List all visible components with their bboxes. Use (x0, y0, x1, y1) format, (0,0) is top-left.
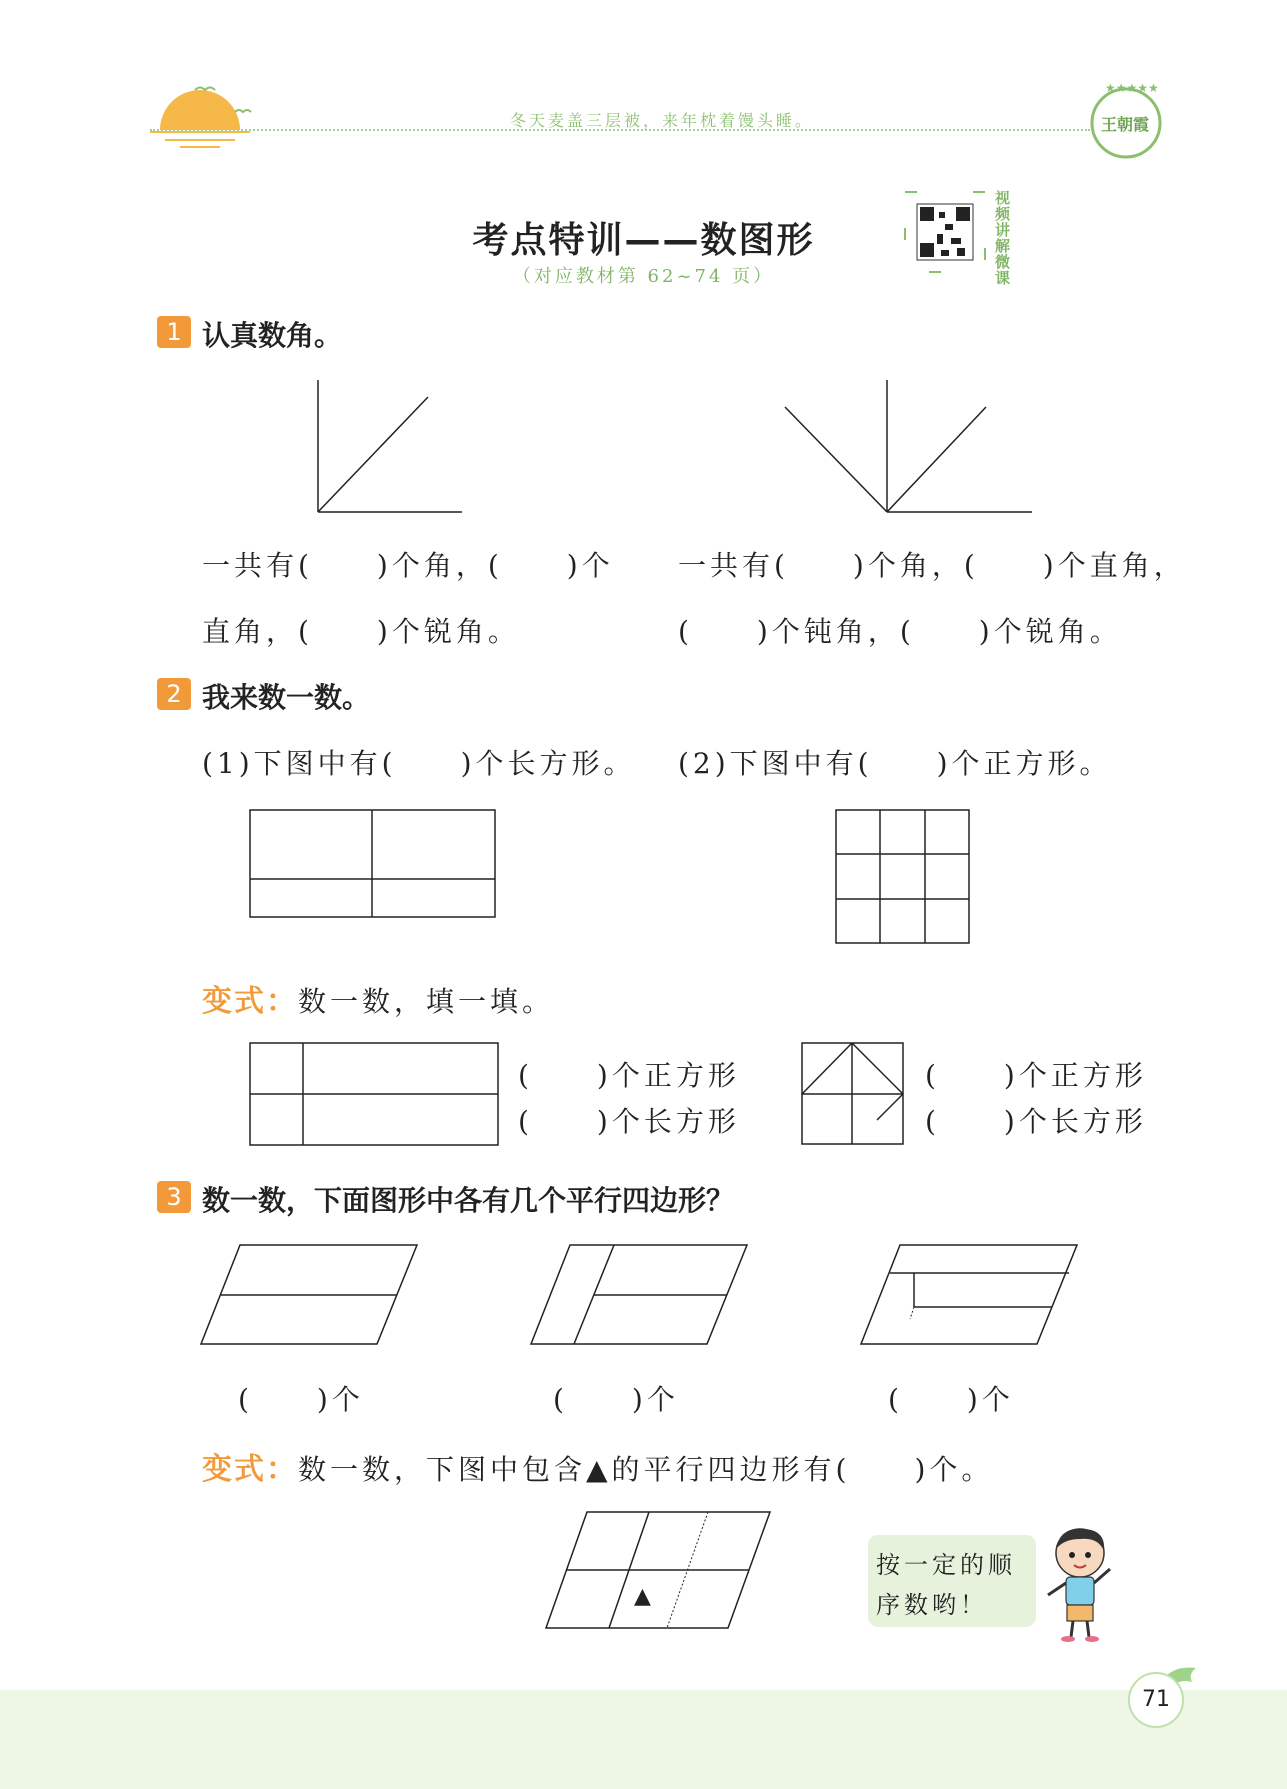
variant-figure-2 (802, 1043, 906, 1147)
page-subtitle: （对应教材第 62~74 页） (512, 266, 775, 287)
q1-left-line-1: 一共有( )个角，( )个 (202, 549, 614, 582)
qr-code-icon (905, 192, 985, 272)
question-2-number: 2 (157, 678, 191, 710)
q3-variant (202, 1444, 993, 1488)
tip-bubble-text (876, 1545, 1036, 1625)
sunset-icon (150, 80, 260, 150)
variant-text: 数一数，下图中包含▲的平行四边形有( )个。 (298, 1453, 994, 1486)
question-3-number: 3 (157, 1181, 191, 1213)
rectangle-grid-figure (250, 810, 496, 920)
q3-answer-3: ( )个 (888, 1383, 1014, 1416)
variant-1-rect-count: ( )个长方形 (518, 1105, 740, 1138)
variant-2-rect-count: ( )个长方形 (925, 1105, 1147, 1138)
question-2-text: 我来数一数。 (202, 681, 371, 714)
question-1-number: 1 (157, 316, 191, 348)
q1-right-line-1: 一共有( )个角，( )个直角， (678, 549, 1186, 582)
angle-figure-left (300, 375, 470, 515)
q2-sub-1: (1)下图中有( )个长方形。 (202, 747, 636, 780)
header-decoration (150, 80, 250, 150)
q1-left-line-2: 直角，( )个锐角。 (202, 615, 520, 648)
question-3-text: 数一数，下面图形中各有几个平行四边形？ (202, 1184, 735, 1217)
variant-1-square-count: ( )个正方形 (518, 1059, 740, 1092)
variant-text: 数一数，填一填。 (298, 985, 555, 1018)
tip-line-1: 按一定的顺 (876, 1551, 1016, 1579)
square-grid-figure (836, 810, 972, 946)
bottom-decoration (0, 1690, 1287, 1789)
variant-label: 变式： (202, 984, 298, 1019)
qr-code[interactable] (905, 192, 985, 272)
question-1-text: 认真数角。 (202, 319, 343, 352)
q1-right-line-2: ( )个钝角，( )个锐角。 (678, 615, 1122, 648)
boy-character-icon (1040, 1525, 1120, 1645)
q2-variant (202, 976, 554, 1020)
qr-label: 视频讲解微课 (995, 189, 1011, 287)
q2-sub-2: (2)下图中有( )个正方形。 (678, 747, 1112, 780)
parallelogram-figure-1 (200, 1243, 420, 1347)
brand-logo (1085, 78, 1167, 160)
q3-answer-2: ( )个 (553, 1383, 679, 1416)
variant-2-square-count: ( )个正方形 (925, 1059, 1147, 1092)
svg-text:★★★★★: ★★★★★ (1105, 81, 1159, 95)
page-number: 71 (1128, 1672, 1184, 1728)
triangle-marker: ▲ (634, 1584, 651, 1609)
q3-answer-1: ( )个 (238, 1383, 364, 1416)
parallelogram-figure-2 (530, 1243, 750, 1347)
brand-logo-text: 王朝霞 (1101, 115, 1150, 134)
parallelogram-triangle-figure (545, 1510, 775, 1630)
header-motto: 冬天麦盖三层被，来年枕着馒头睡。 (510, 111, 815, 130)
variant-label: 变式： (202, 1452, 298, 1487)
angle-figure-right (770, 375, 1040, 515)
parallelogram-figure-3 (860, 1243, 1080, 1347)
page-title: 考点特训——数图形 (472, 220, 815, 261)
variant-figure-1 (250, 1043, 500, 1147)
tip-line-2: 序数哟！ (876, 1591, 988, 1619)
